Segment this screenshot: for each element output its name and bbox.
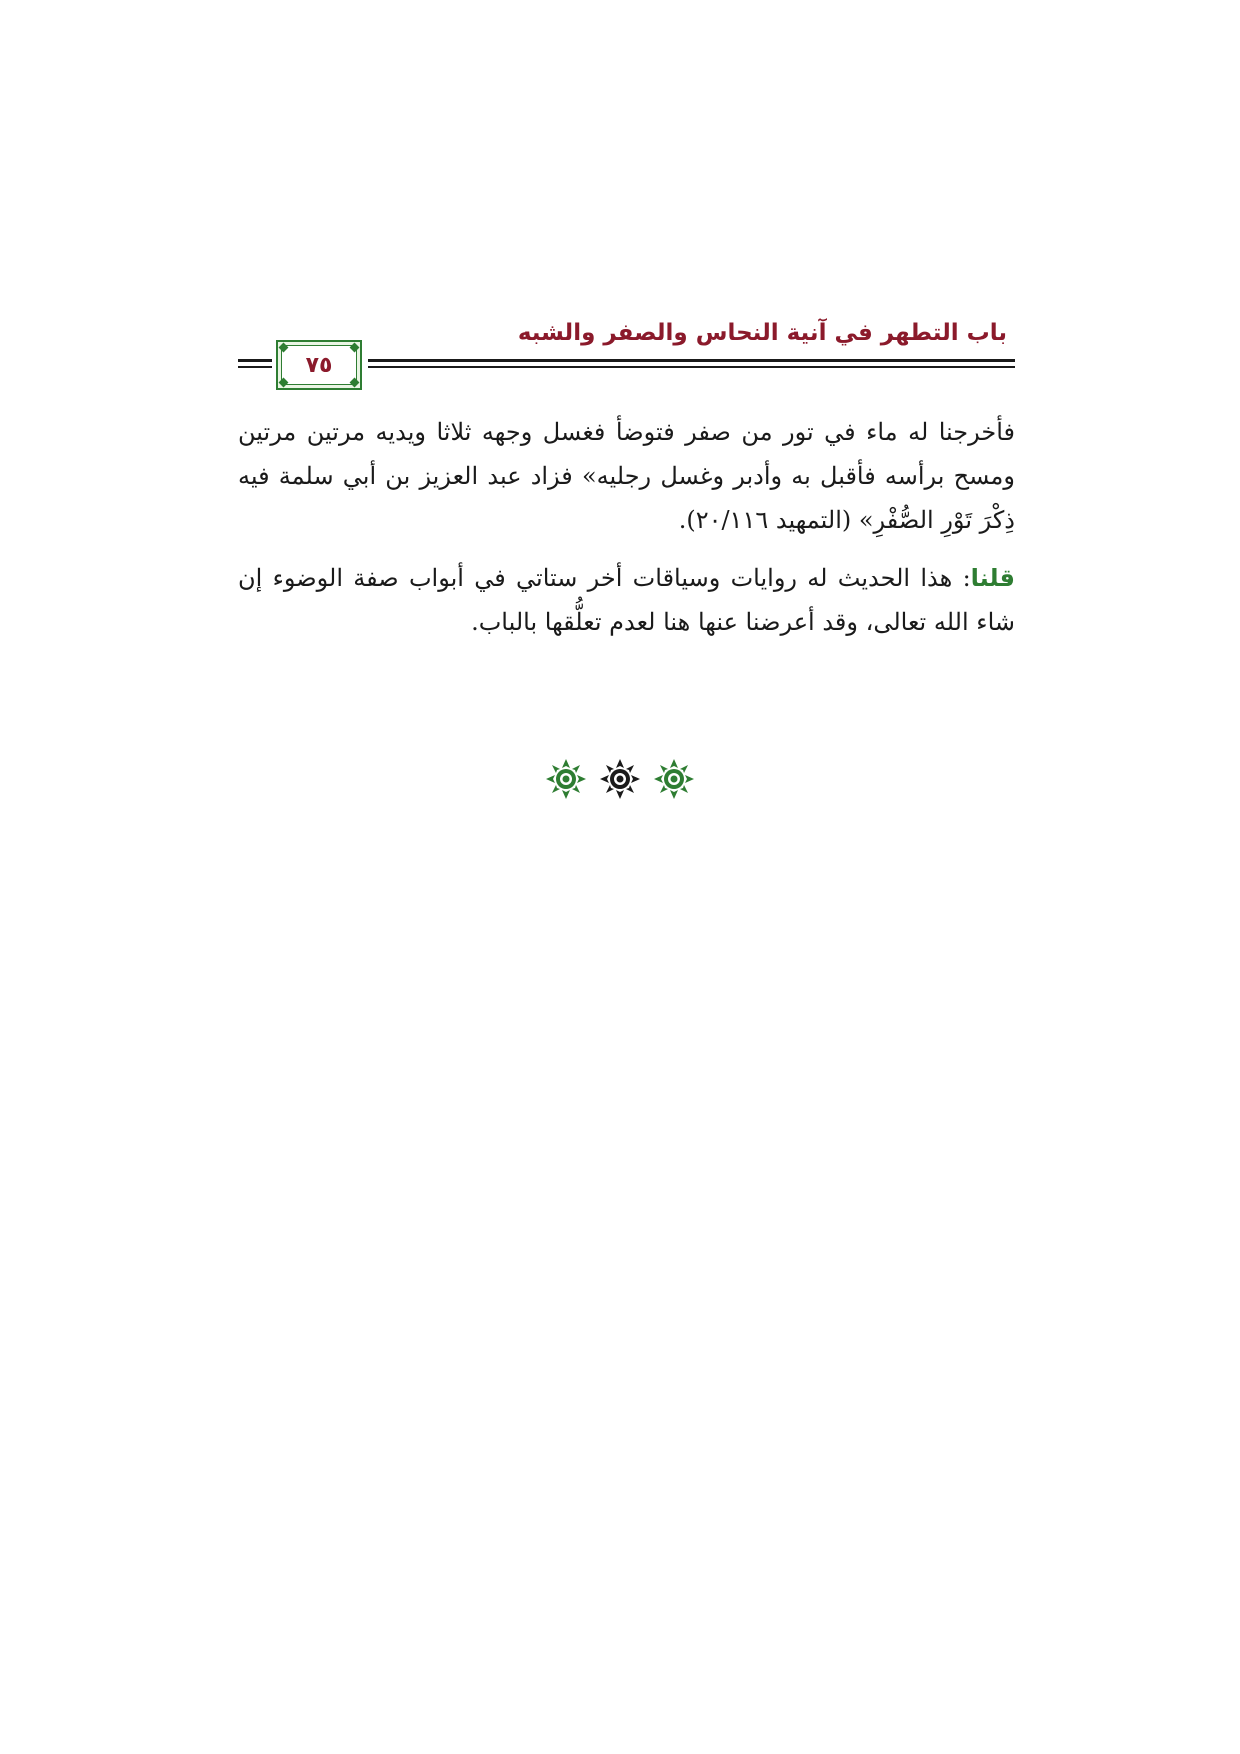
frame-corner-icon: [350, 378, 360, 388]
flower-ornament-icon: [545, 758, 587, 800]
section-separator: [0, 758, 1240, 808]
flower-ornament-icon: [599, 758, 641, 800]
commentary-text: : هذا الحديث له روايات وسياقات أخر ستاتي في أبواب صفة الوضوء إن شاء الله تعالى، وقد أعرضنا عنها هنا لعدم تعلُّقها بالباب.: [238, 564, 1015, 636]
commentary-label: قلنا: [970, 564, 1015, 592]
page-number: ٧٥: [305, 352, 333, 378]
flower-ornament-icon: [653, 758, 695, 800]
chapter-title: باب التطهر في آنية النحاس والصفر والشبه: [517, 320, 1007, 346]
page-number-box: [281, 345, 357, 385]
header-rule-left: [238, 359, 272, 368]
paragraph-commentary: [238, 556, 1015, 644]
paragraph-hadith: فأخرجنا له ماء في تور من صفر فتوضأ فغسل وجهه ثلاثا ويديه مرتين مرتين ومسح برأسه فأقبل به وأدبر وغسل رجليه» فزاد عبد العزيز بن أبي سلمة فيه ذِكْرَ تَوْرِ الصُّفْرِ» (التمهيد ٢٠/١١٦).: [238, 418, 1016, 534]
page-header: [238, 312, 1015, 392]
header-rule-right: [368, 359, 1015, 368]
main-text: [238, 410, 1015, 644]
page-number-frame: [276, 340, 362, 390]
